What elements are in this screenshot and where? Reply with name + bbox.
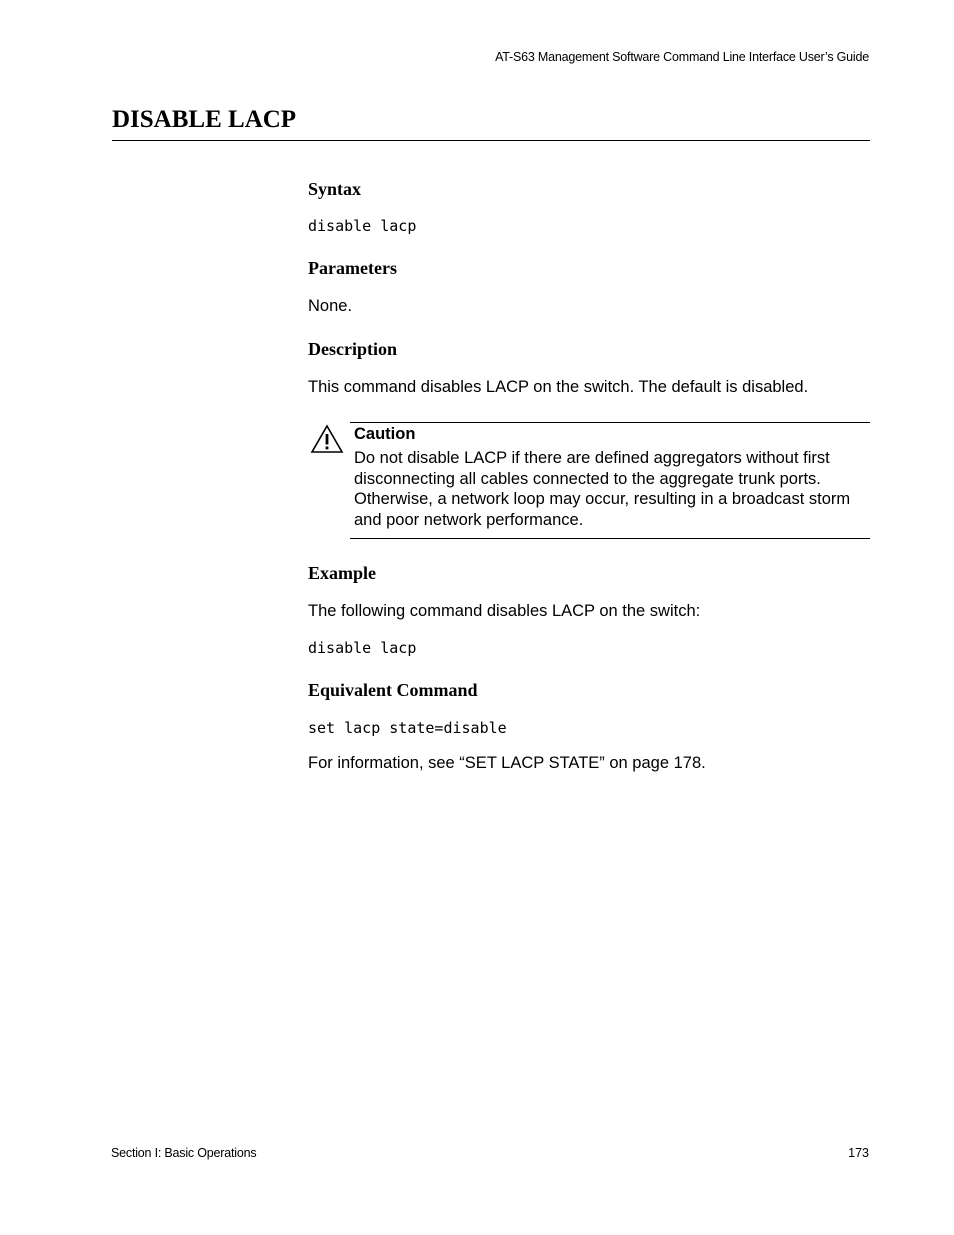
cross-reference-text: For information, see “SET LACP STATE” on page 178. — [308, 754, 706, 772]
example-heading: Example — [308, 563, 377, 583]
caution-line: Do not disable LACP if there are defined aggregators without first — [354, 449, 830, 467]
caution-bottom-rule — [350, 538, 870, 539]
footer-section: Section I: Basic Operations — [111, 1146, 257, 1160]
caution-body — [354, 448, 870, 530]
equivalent-command-heading: Equivalent Command — [308, 680, 478, 700]
caution-line: disconnecting all cables connected to the aggregate trunk ports. — [354, 469, 821, 488]
caution-top-rule — [350, 422, 870, 423]
description-text: This command disables LACP on the switch. The default is disabled. — [308, 378, 809, 396]
equivalent-command-code: set lacp state=disable — [308, 719, 507, 737]
example-code: disable lacp — [308, 639, 417, 657]
running-header: AT-S63 Management Software Command Line Interface User’s Guide — [495, 50, 869, 64]
syntax-code: disable lacp — [308, 217, 417, 235]
parameters-text: None. — [308, 297, 353, 315]
page-title: DISABLE LACP — [112, 106, 297, 133]
caution-title: Caution — [354, 425, 416, 443]
description-heading: Description — [308, 339, 397, 359]
page-number: 173 — [848, 1146, 869, 1160]
caution-line: and poor network performance. — [354, 510, 584, 529]
warning-triangle-icon — [310, 424, 344, 454]
parameters-heading: Parameters — [308, 258, 397, 278]
example-text: The following command disables LACP on the switch: — [308, 602, 701, 620]
title-divider — [112, 140, 870, 141]
syntax-heading: Syntax — [308, 179, 362, 199]
caution-line: Otherwise, a network loop may occur, resulting in a broadcast storm — [354, 490, 851, 508]
